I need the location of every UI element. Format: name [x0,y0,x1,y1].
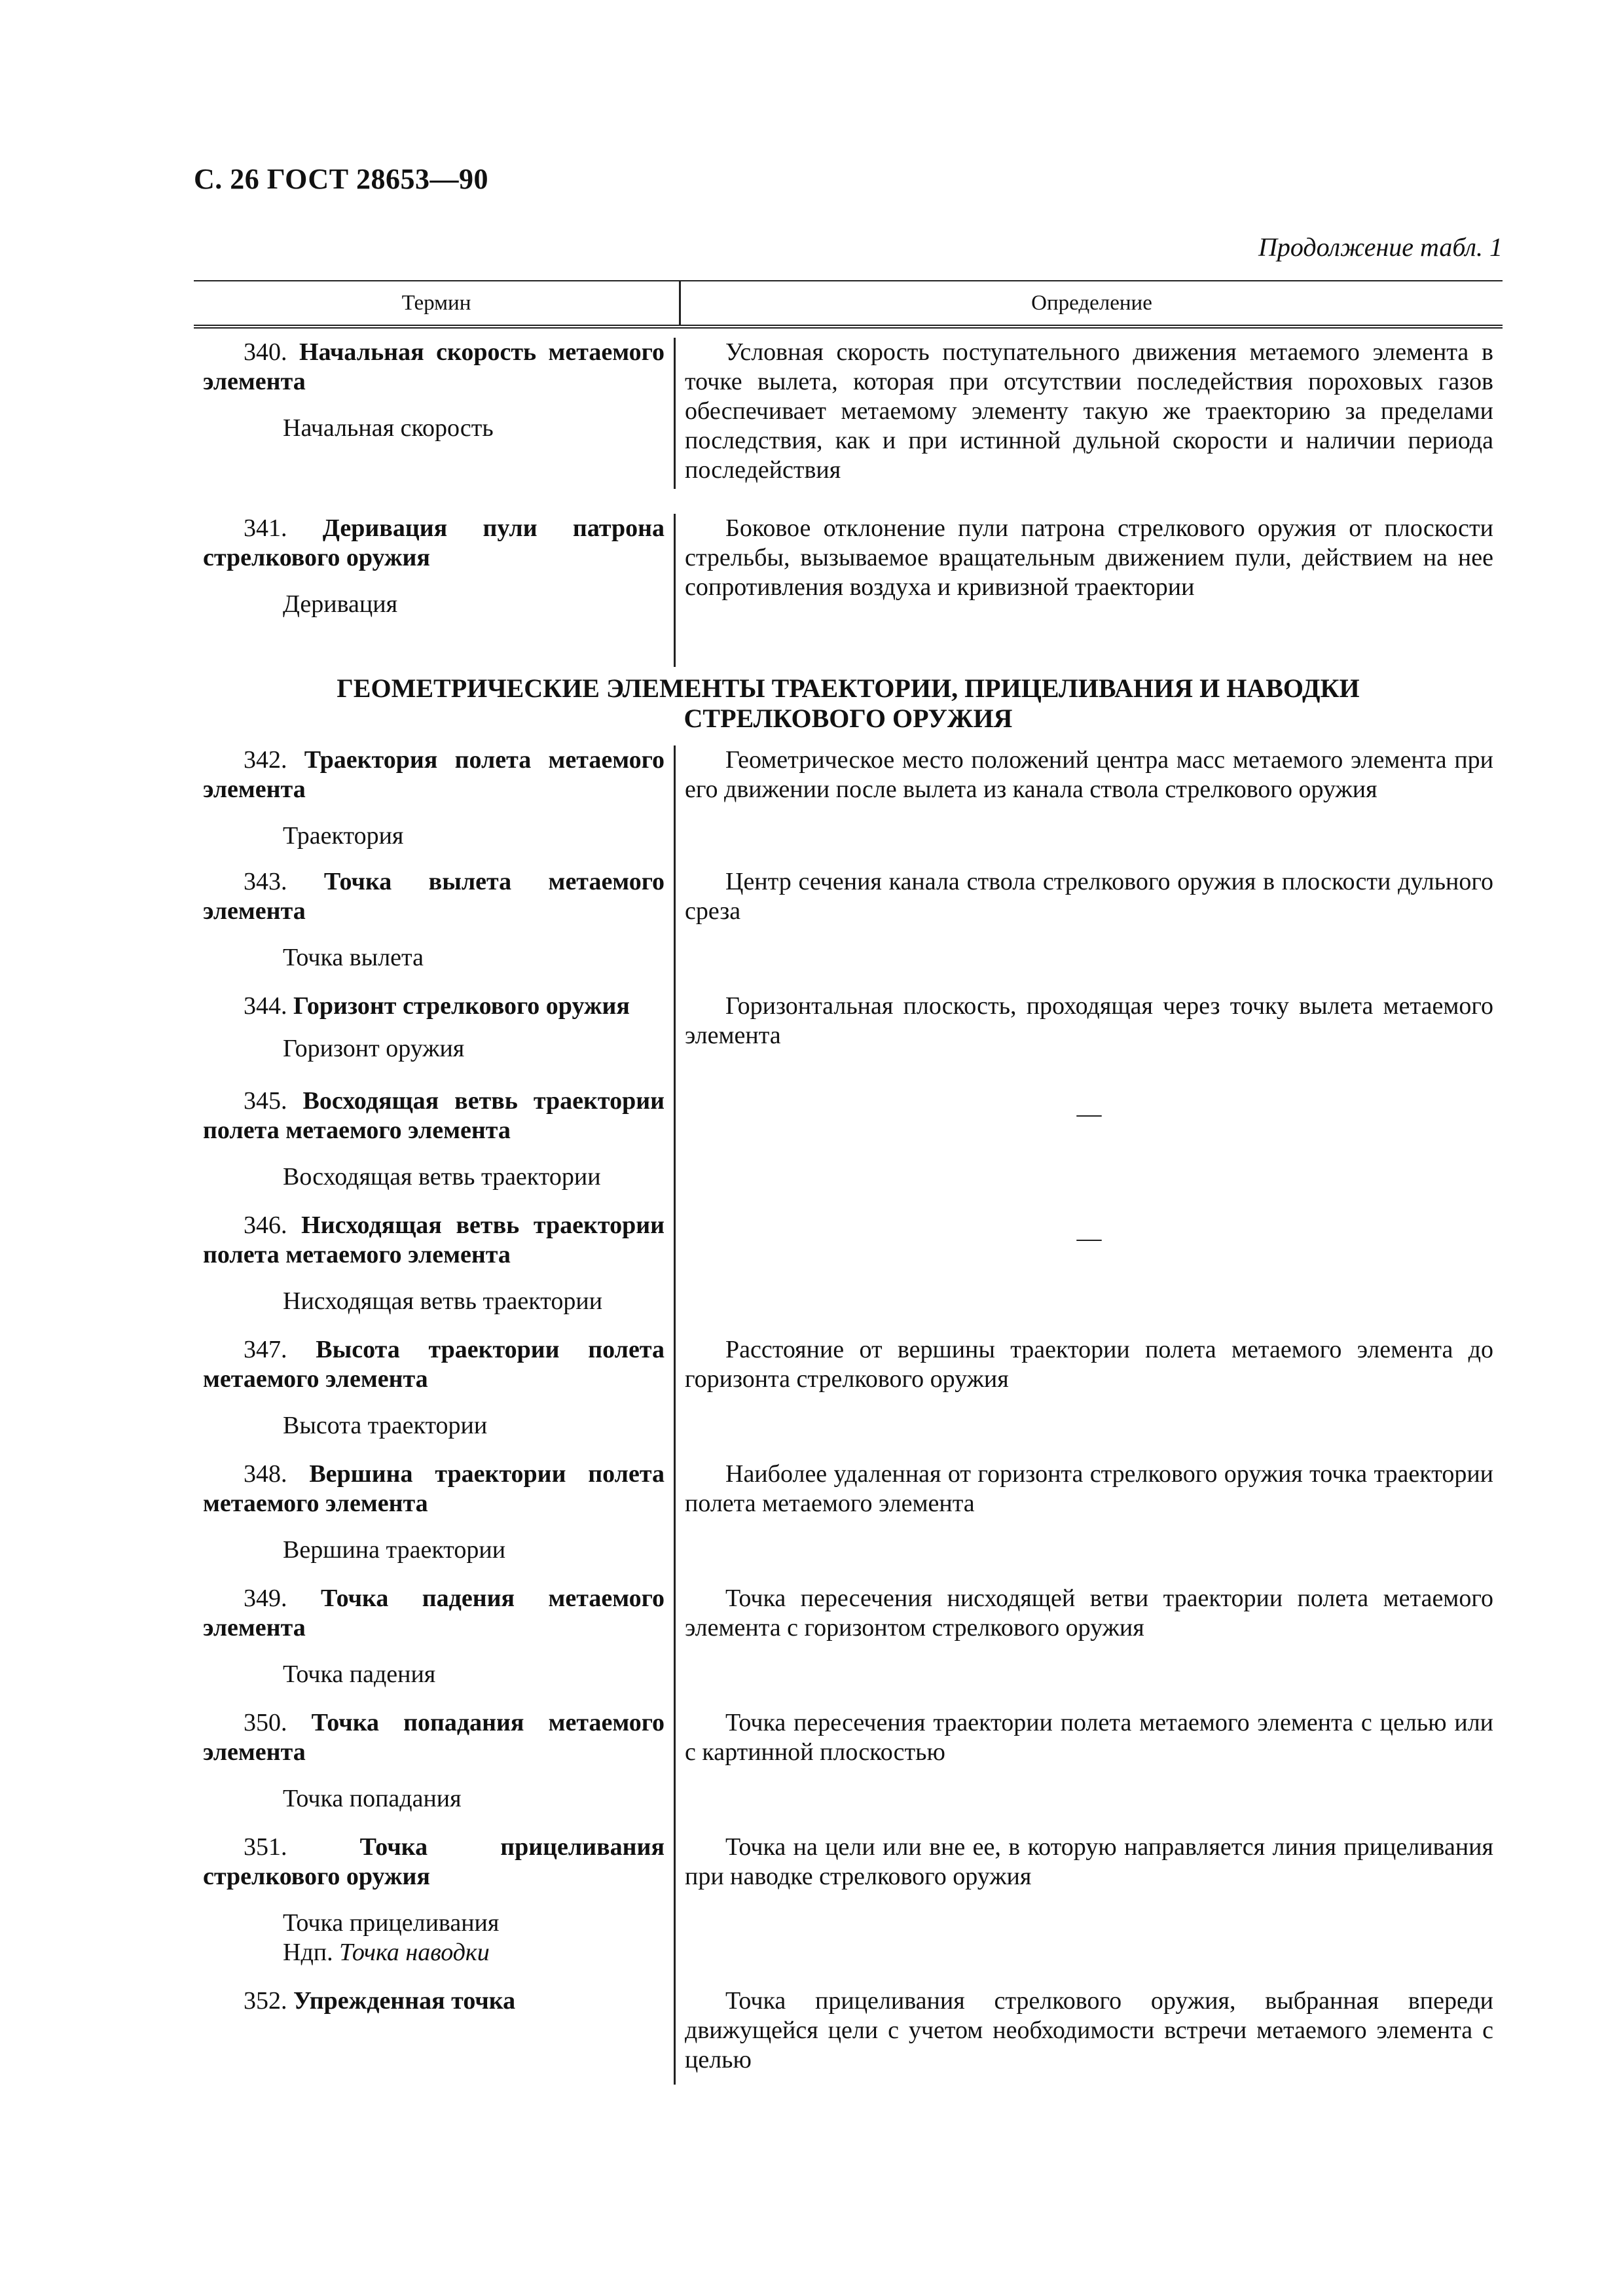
term-number: 346. [244,1211,287,1239]
deprecated-prefix: Ндп. [283,1939,333,1966]
column-header-definition: Определение [1031,291,1152,315]
term-short: Нисходящая ветвь траектории [283,1287,603,1315]
table-row [194,992,1503,1086]
table-row [194,1986,1503,2085]
definition-text: Точка пересечения нисходящей ветви траектории полета метаемого элемента с горизонтом стрелкового оружия [685,1585,1493,1641]
term-short: Точка вылета [283,944,424,971]
page-header: С. 26 ГОСТ 28653—90 [194,163,489,195]
term-name: Горизонт стрелкового оружия [293,992,630,1020]
term-name: Высота траектории полета метаемого элемента [203,1336,665,1393]
table-row [194,1335,1503,1460]
term-name: Точка вылета метаемого элемента [203,868,665,925]
table-continuation-label: Продолжение табл. 1 [1258,232,1503,262]
term-number: 345. [244,1087,287,1115]
term-short: Точка прицеливания [283,1909,500,1937]
definition-text: Точка на цели или вне ее, в которую направляется линия прицеливания при наводке стрелкового оружия [685,1833,1493,1890]
table-row [194,489,1503,667]
table-row [194,867,1503,992]
term-number: 349. [244,1585,287,1612]
term-short: Деривация [283,590,398,618]
term-number: 348. [244,1460,287,1488]
term-short: Горизонт оружия [283,1035,465,1062]
term-short: Начальная скорость [283,414,494,442]
table-row [194,1833,1503,1986]
definition-text: Горизонтальная плоскость, проходящая через точку вылета метаемого элемента [685,992,1493,1049]
section-heading: ГЕОМЕТРИЧЕСКИЕ ЭЛЕМЕНТЫ ТРАЕКТОРИИ, ПРИЦЕЛИВАНИЯ И НАВОДКИ СТРЕЛКОВОГО ОРУЖИЯ [337,673,1360,733]
table-row [194,1708,1503,1833]
term-name: Траектория полета метаемого элемента [203,746,665,803]
term-name: Деривация пули патрона стрелкового оружия [203,514,665,571]
table-row [194,1584,1503,1708]
table-row [194,1086,1503,1211]
term-number: 350. [244,1709,287,1736]
term-name: Нисходящая ветвь траектории полета метаемого элемента [203,1211,665,1268]
term-short: Траектория [283,822,404,850]
definition-dash: — [1076,1225,1102,1252]
term-name: Точка прицеливания стрелкового оружия [203,1833,665,1890]
table-row [194,1211,1503,1335]
definition-text: Геометрическое место положений центра масс метаемого элемента при его движении после вылета из канала ствола стрелкового оружия [685,746,1493,803]
table-row [194,1460,1503,1584]
term-number: 342. [244,746,287,774]
deprecated-term [203,1938,665,1967]
term-number: 344. [244,992,287,1020]
definition-dash: — [1076,1100,1102,1128]
term-number: 343. [244,868,287,895]
column-header-term: Термин [194,281,681,325]
term-short: Восходящая ветвь траектории [283,1163,601,1191]
term-name: Точка падения метаемого элемента [203,1585,665,1641]
term-short: Точка падения [283,1660,436,1688]
term-name: Точка попадания метаемого элемента [203,1709,665,1766]
term-short: Точка попадания [283,1785,462,1812]
definition-text: Боковое отклонение пули патрона стрелкового оружия от плоскости стрельбы, вызываемое вращательным движением пули, действием на нее сопротивления воздуха и кривизной траектории [685,514,1493,601]
term-short: Вершина траектории [283,1536,506,1564]
term-short: Высота траектории [283,1412,488,1439]
definition-text: Центр сечения канала ствола стрелкового оружия в плоскости дульного среза [685,868,1493,925]
term-number: 341. [244,514,287,542]
term-number: 352. [244,1987,287,2015]
definition-text: Наиболее удаленная от горизонта стрелкового оружия точка траектории полета метаемого элемента [685,1460,1493,1517]
term-number: 347. [244,1336,287,1363]
table-header [194,280,1503,329]
definition-text: Точка пересечения траектории полета метаемого элемента с целью или с картинной плоскостью [685,1709,1493,1766]
table-row [194,329,1503,489]
term-name: Восходящая ветвь траектории полета метаемого элемента [203,1087,665,1144]
term-number: 351. [244,1833,287,1861]
terms-table [194,280,1503,2085]
deprecated-term-text: Точка наводки [339,1939,490,1966]
term-number: 340. [244,338,287,366]
term-name: Вершина траектории полета метаемого элемента [203,1460,665,1517]
table-row [194,739,1503,867]
definition-text: Расстояние от вершины траектории полета метаемого элемента до горизонта стрелкового оружия [685,1336,1493,1393]
term-name: Упрежденная точка [293,1987,516,2015]
definition-text: Условная скорость поступательного движения метаемого элемента в точке вылета, которая при отсутствии последействия пороховых газов обеспечивает метаемому элементу такую же траекторию за пределами последствия, как и при истинной дульной скорости и наличии периода последействия [685,338,1493,484]
term-name: Начальная скорость метаемого элемента [203,338,665,395]
definition-text: Точка прицеливания стрелкового оружия, выбранная впереди движущейся цели с учетом необходимости встречи метаемого элемента с целью [685,1987,1493,2073]
